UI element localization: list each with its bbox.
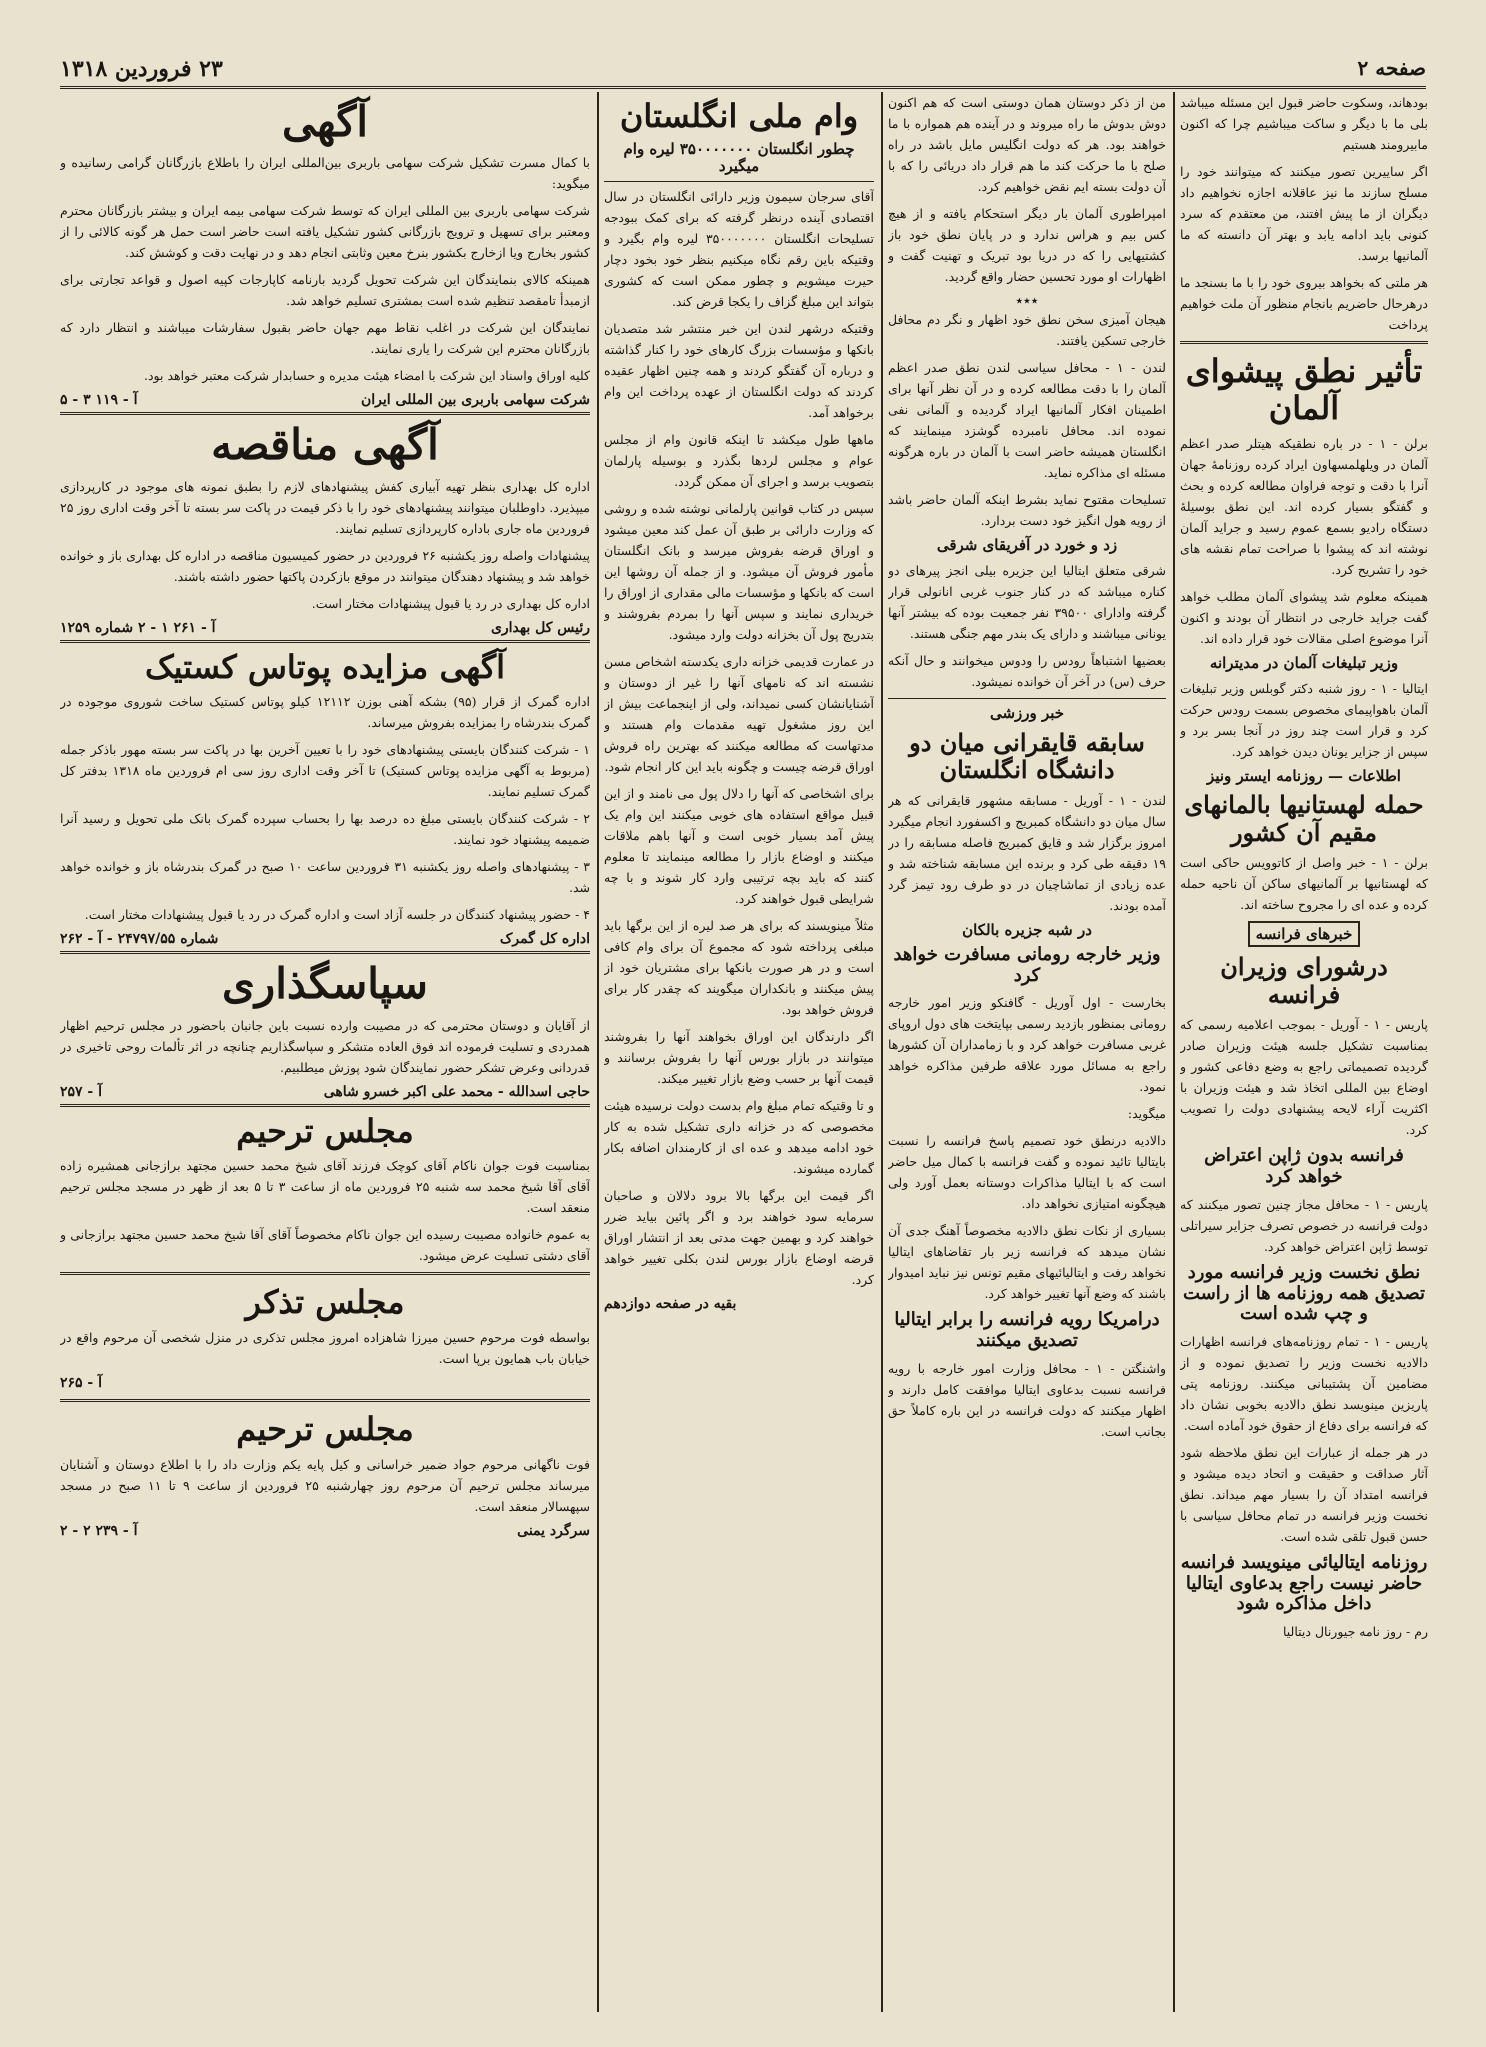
article-paragraph: همینکه معلوم شد پیشوای آلمان مطلب خواهد گفت جراید خارجی در انتظار آن بودند و اکنون آنرا موضوع اصلی مقالات خود قرار داده اند.: [1180, 588, 1428, 646]
article-paragraph: آقای سرجان سیمون وزیر دارائی انگلستان در سال اقتصادی آینده درنظر گرفته که برای کمک ببودجه تسلیحات انگلستان ۳۵۰۰۰۰۰۰۰ لیره وام بگیرد و وقتیکه باین رقم نگاه میکنیم بنظر خود بخود دچار حیرت میشویم و چطور ممکن است که کشوری بتواند این مبلغ گزاف را یکجا قرض کند.: [604, 189, 874, 310]
ad-signature: اداره کل گمرک: [499, 931, 590, 948]
ad-title: آگهی مزایده پوتاس کستیک: [144, 647, 505, 686]
article-paragraph: بسیاری از نکات نطق دالادیه مخصوصاً آهنگ جدی آن نشان میدهد که فرانسه زیر بار تقاضاهای ایتالیا نخواهد رفت و ایتالیائیهای مقیم تونس نیز نباید امیدوار باشند که وضع آنها تغییر خواهد کرد.: [888, 1223, 1166, 1302]
headline-hitler-speech: تأثیر نطق پیشوای آلمان: [1185, 352, 1423, 427]
article-paragraph: بخارست - اول آوریل - گافنکو وزیر امور خارجه رومانی بمنظور بازدید رسمی بپایتخت های دول اروپای غربی مسافرت خواهد کرد و با زمامداران آن کشورها راجع به مسائل مورد علاقه طرفین مذاکره خواهد نمود.: [888, 995, 1166, 1095]
divider: [60, 1399, 590, 1405]
article-paragraph: در هر جمله از عبارات این نطق ملاحظه شود آثار صداقت و حقیقت و اتحاد دیده میشود و فرانسه امتداد آن را بسیار مهم میداند. نطق نخست وزیر فرانسه در تمام محافل سیاسی با حسن قبول تلقی شده است.: [1180, 1444, 1428, 1544]
ad-footer: [60, 931, 590, 954]
ad-paragraph: ۲ - شرکت کنندگان بایستی مبلغ ده درصد بها را بحساب سپرده گمرک بانک ملی تحویل و رسید آنرا ضمیمه پیشنهاد خود نمایند.: [60, 811, 590, 848]
headline-french-cabinet: درشورای وزیران فرانسه: [1220, 952, 1388, 1009]
continued-note: بقیه در صفحه دوازدهم: [604, 1296, 737, 1313]
ad-paragraph: ۴ - حضور پیشنهاد کنندگان در جلسه آزاد است و اداره گمرک در رد یا قبول پیشنهادات مختار است.: [84, 907, 590, 923]
ad-paragraph: نمایندگان این شرکت در اغلب نقاط مهم جهان حاضر بقبول سفارشات میباشند و انتظار دارد که بازرگانان محترم این شرکت را یاری نمایند.: [60, 320, 590, 357]
column-rule: [597, 92, 599, 2012]
article-paragraph: در عمارت قدیمی خزانه داری یکدسته اشخاص مسن نشسته اند که نامهای آنها را غیر از دوستان و آشنایانشان کسی نمیداند، ولی از اینجماعت بیش از این روز مشغول تهیه مقدمات وام هستند و مدتهاست که مطالعه میکنند که بهترین راه فروش اوراق قرضه چیست و چگونه باید این کار انجام شود.: [604, 654, 874, 775]
ad-title: سپاسگذاری: [222, 959, 428, 1009]
ad-paragraph: اداره کل بهداری بنظر تهیه آبیاری کفش پیشنهادهای لازم را بطبق نمونه های موجود در کارپردازی میپذیرد. داوطلبان میتوانند پیشنهادهای خود را با ذکر قیمت در پاکت سر بسته تا آخر وقت اداری روز ۲۵ فروردین ماه جاری باداره کارپردازی تسلیم نمایند.: [60, 478, 590, 536]
article-paragraph: سپس در کتاب قوانین پارلمانی نوشته شده و روشی که وزارت دارائی بر طبق آن عمل کند معین میشود و اوراق قرضه بفروش میرسد و بانک انگلستان مأمور فروش آن میشود. و از جمله آن روشها این است که بانکها و مؤسسات مالی مقداری از اوراق را خریداری نمایند و سپس آنها را بمردم بفروشند و بتدریج پول آن بخزانه دولت وارد میشود.: [604, 501, 874, 643]
article-paragraph: پاریس - ۱ - آوریل - بموجب اعلامیه رسمی که بمناسبت تشکیل جلسه هیئت وزیران صادر گردیده تصمیماتی راجع به وضع دفاعی کشور و اوضاع بین المللی اتخاذ شد و هیئت وزیران با اکثریت آراء لایحه پیشنهادی دولت را تصویب کرد.: [1180, 1017, 1428, 1138]
ad-paragraph: با کمال مسرت تشکیل شرکت سهامی باربری بین‌المللی ایران را باطلاع بازرگانان گرامی رسانیده و میگوید:: [60, 155, 590, 192]
ad-signature: شرکت سهامی باربری بین المللی ایران: [360, 392, 590, 409]
ad-footer: [60, 1084, 590, 1107]
ad-paragraph: از آقایان و دوستان محترمی که در مصیبت وارده نسبت باین جانبان باحضور در مجلس ترحیم اظهار همدردی و تسلیت فرموده اند فوق العاده متشکر و سپاسگذاریم چنانچه در اثر تألمات روحی تاخیری در قدردانی وعرض تشکر حضور نمایندگان شود پوزش میطلبیم.: [60, 1017, 590, 1075]
article-paragraph: من از ذکر دوستان همان دوستی است که هم اکنون دوش بدوش ما راه میروند و در آینده هم همواره با ما خواهند بود. هر که دولت انگلیس مایل باشد در راه صلح با ما حرکت کند ما هم قرار داد دریائی را که با آن دولت بسته ایم نقض خواهیم کرد.: [888, 95, 1166, 194]
headline-national-loan: وام ملی انگلستان: [619, 97, 859, 135]
ad-paragraph: کلیه اوراق واسناد این شرکت با امضاء هیئت مدیره و حسابدار شرکت معتبر خواهد بود.: [144, 368, 590, 384]
article-paragraph: اگر ساییرین تصور میکنند که میتوانند خود را مسلح سازند ما نیز عاقلانه اجازه نخواهیم داد دیگران از ما پیش افتند، من معتقدم که سرد کنونی باید ادامه یابد و بهتر آن دانسته که ما آلمانیها برسد.: [1180, 164, 1428, 263]
ad-title: مجلس ترحیم: [236, 1410, 414, 1449]
headline-poland-attack: حمله لهستانیها بالمانهای مقیم آن کشور: [1184, 790, 1424, 847]
article-paragraph: تسلیحات مقتوح نماید بشرط اینکه آلمان حاضر باشد از رویه هول انگیز خود دست بردارد.: [888, 492, 1166, 528]
ad-footer: [60, 620, 590, 643]
headline-italian-press: روزنامه ایتالیائی مینویسد فرانسه حاضر نیست راجع بدعاوی ایتالیا داخل مذاکره شود: [1180, 1551, 1428, 1615]
ad-number: شماره ۲۴۷۹۷/۵۵ - آ - ۲۶۲: [60, 931, 219, 948]
divider: [1180, 341, 1428, 347]
ad-paragraph: ۱ - شرکت کنندگان بایستی پیشنهادهای خود را با تعیین آخرین بها در پاکت سر بسته مهور باذکر جمله (مربوط به آگهی مزایده پوتاس کستیک) تا آخر وقت اداری روز سی ام فروردین ماه ۱۳۱۸ بدفتر کل گمرک تسلیم نمایند.: [60, 742, 590, 800]
subheading-sport: خبر ورزشی: [989, 704, 1065, 723]
article-paragraph: برای اشخاصی که آنها را دلال پول می نامند و از این قبیل مواقع استفاده های خوبی میکنند این وام یک پیش آمد بسیار خوبی است و آنها باهم ملاقات میکنند و اوضاع بازار را مطالعه مینمایند تا معلوم کنند که باید بچه ترتیبی وارد کار شوند و با چه شرایطی قبول خواهند کرد.: [604, 786, 874, 907]
ad-paragraph: فوت ناگهانی مرحوم جواد ضمیر خراسانی و کیل پایه یکم وزارت داد را با اطلاع دوستان و آشنایان میرساند مجلس ترحیم آن مرحوم روز چهارشنبه ۲۵ فروردین از ساعت ۹ تا ۱۱ صبح در مسجد سپهسالار منعقد است.: [60, 1457, 590, 1515]
ad-title: آگهی: [281, 97, 369, 146]
ad-paragraph: به عموم خانواده مصیبت رسیده این جوان ناکام مخصوصاً آقای آقا شیخ محمد حسین مجتهد برازجانی و آقای دشتی تسلیت عرض میشود.: [60, 1227, 590, 1264]
subheading-loan: چطور انگلستان ۳۵۰۰۰۰۰۰۰ لیره وام میگیرد: [623, 139, 855, 176]
article-paragraph: ماهها طول میکشد تا اینکه قانون وام از مجلس عوام و مجلس لردها بگذرد و بوسیله پارلمان بتصویب برسد و اجرای آن ممکن گردد.: [604, 432, 874, 490]
ad-number: آ - ۲۳۹ ۲ - ۲: [60, 1523, 138, 1540]
column-national-loan: [604, 92, 874, 2012]
ad-title: آگهی مناقصه: [211, 420, 439, 470]
article-paragraph: دالادیه درنطق خود تصمیم پاسخ فرانسه را نسبت بایتالیا تائید نموده و گفت فرانسه با کمال میل حاضر است که با ایتالیا مذاکرات دوستانه بعمل آورد ولی هیچگونه امتیازی نخواهد داد.: [888, 1133, 1166, 1212]
ad-footer: [60, 392, 590, 415]
issue-date: ۲۳ فروردین ۱۳۱۸: [60, 56, 223, 82]
article-paragraph: اگر دارندگان این اوراق بخواهند آنها را بفروشند میتوانند در بازار بورس آنها را بفروش برسانند و قیمت آنها بر حسب وضع بازار تغییر میکند.: [604, 1029, 874, 1087]
headline-japan-protest: فرانسه بدون ژاپن اعتراض خواهد کرد: [1204, 1145, 1404, 1188]
column-news-world: [888, 92, 1166, 2012]
column-advertisements: [60, 92, 590, 2012]
article-paragraph: شرقی متعلق ایتالیا این جزیره بیلی انجز پیرهای دو کناره میباشد که در کنار جنوب غربی انانولی قرار گرفته وادارای ۳۹۵۰۰ نفر جمعیت بوده که بیشتر آنها یونانی میباشند و دارای یک بندر مهم جنگی هستند.: [888, 563, 1166, 642]
article-paragraph: واشنگتن - ۱ - محافل وزارت امور خارجه با رویه فرانسه نسبت بدعاوی ایتالیا موافقت کامل دارند و اظهار میکنند که دولت فرانسه در این باره کاملاً حق بجانب است.: [888, 1360, 1166, 1439]
article-paragraph: بودهاند، وسکوت حاضر قبول این مسئله میباشد بلی ما با دیگر و ساکت میباشیم چرا که اکنون مابیرومند هستیم: [1180, 95, 1428, 152]
ad-paragraph: شرکت سهامی باربری بین المللی ایران که توسط شرکت سهامی بیمه ایران و بیشتر بازرگانان محترم ومعتبر برای تسهیل و ترویج بازرگانی کشور تشکیل یافته است حاضر است حمل هر گونه کالائی را از کشور بخارج ویا ازخارج بکشور بنرخ معین وثابتی انجام دهد و در نهایت دقت و کوشش کند.: [60, 203, 590, 261]
headline-america-france: درامریکا رویه فرانسه را برابر ایتالیا تصدیق میکنند: [894, 1309, 1160, 1351]
subheading-balkans: در شبه جزیره بالکان: [962, 920, 1092, 939]
ad-paragraph: اداره کل بهداری در رد یا قبول پیشنهادات مختار است.: [311, 595, 590, 611]
article-paragraph: و تا وقتیکه تمام مبلغ وام بدست دولت نرسیده هیئت مخصوصی که در خزانه داری تشکیل شده به کار خود ادامه میدهد و عده ای از کارمندان اضافه بکار گمارده میشوند.: [604, 1098, 874, 1177]
column-news-germany-france: [1180, 92, 1428, 2012]
headline-boat-race: سابقه قایقرانی میان دو دانشگاه انگلستان: [909, 727, 1145, 785]
article-paragraph: اگر قیمت این برگها بالا برود دلالان و صاحبان سرمایه سود خواهند برد و اگر پائین بیاید ضرر خواهند کرد و بهمین جهت مدتی بعد از انتشار اوراق قرضه اوضاع بازار بورس لندن بکلی تغییر خواهد کرد.: [604, 1188, 874, 1288]
article-paragraph: وقتیکه درشهر لندن این خبر منتشر شد متصدیان بانکها و مؤسسات بزرگ کارهای خود را کنار گذاشته و درباره آن گفتگو کردند و همه چنین اظهار عقیده کردند که دولت انگلستان از عهده پرداخت این وام برخواهد آمد.: [604, 321, 874, 421]
page-number: صفحه ۲: [1357, 56, 1426, 80]
subheading-goebbels: وزیر تبلیغات آلمان در مدیترانه: [1209, 653, 1399, 672]
ad-paragraph: پیشنهادات واصله روز یکشنبه ۲۶ فروردین در حضور کمیسیون مناقصه در اداره کل بهداری باز و خوانده خواهد شد و پیشنهاد دهندگان میتوانند در موقع بازکردن پاکتها حضور داشته باشند.: [60, 547, 590, 584]
subheading-africa: زد و خورد در آفریقای شرقی: [936, 536, 1118, 554]
article-paragraph: امپراطوری آلمان بار دیگر استحکام یافته و از هیچ کس بیم و هراس ندارد و در پایان نطق خود باز کشتیهایی را که در دریا بود تبریک و تهنیت گفت و اظهارات او مورد تحسین حضار واقع گردید.: [888, 206, 1166, 284]
article-paragraph: رم - روز نامه جیورنال دیتالیا: [1282, 1623, 1428, 1639]
ad-footer: [60, 1523, 590, 1543]
article-paragraph: برلن - ۱ - در باره نطقیکه هیتلر صدر اعظم آلمان در ویلهلمسهاون ایراد کرده روزنامهٔ جهان آنرا با دقت و توجه فراوان مطالعه کرده و بحث و گفتگو بسیار کرده اند. این نطق بوسیلهٔ دستگاه رادیو بسمع عموم رسید و جراید آلمان نوشته اند که پیشوا با صراحت تمام نقشه های خود را تشریح کرد.: [1180, 435, 1428, 577]
article-paragraph: مثلاً مینویسند که برای هر صد لیره از این برگها باید مبلغی پرداخته شود که مجموع آن برای وام کافی است و در هر صورت بانکها برای مشتریان خود از پیش میکنند و بانکداران میگویند که چقدر کار برای فروش خواهد بود.: [604, 918, 874, 1018]
article-paragraph: ایتالیا - ۱ - روز شنبه دکتر گوبلس وزیر تبلیغات آلمان باهواپیمای مخصوص بسمت رودس حرکت کرد و قرار است چند روز در آنجا بسر برد و سپس از جزایر یونان دیدن خواهد کرد.: [1180, 680, 1428, 759]
ad-number: آ - ۲۶۵: [60, 1375, 103, 1392]
column-rule: [1173, 92, 1175, 2012]
subheading-source: اطلاعات — روزنامه ایستر ونیز: [1207, 766, 1401, 785]
ad-number: آ - ۲۵۷: [60, 1083, 103, 1100]
article-paragraph: پاریس - ۱ - تمام روزنامه‌های فرانسه اظهارات دالادیه نخست وزیر را تصدیق نموده و از مضامین آن پشتیبانی میکنند. روزنامه پتی پاریزین مینویسد نطق دالادیه بخوبی نشان داد که فرانسه برای دفاع از حقوق خود آماده است.: [1180, 1333, 1428, 1433]
headline-daladier-speech: نطق نخست وزیر فرانسه مورد تصدیق همه روزنامه ها از راست و چپ شده است: [1183, 1261, 1425, 1325]
ad-signature: سرگرد یمنی: [517, 1523, 590, 1540]
article-paragraph: میگوید:: [1127, 1106, 1166, 1122]
ad-signature: حاجی اسدالله - محمد علی اکبر خسرو شاهی: [323, 1083, 590, 1100]
separator-stars: ٭٭٭: [1015, 293, 1039, 309]
ad-paragraph: اداره گمرک از قرار (۹۵) بشکه آهنی بوزن ۱۲۱۱۲ کیلو پوتاس کستیک ساخت شوروی موجوده در گمرک بندرشاه را بمزایده بفروش میرساند.: [60, 694, 590, 731]
article-paragraph: پاریس - ۱ - محافل مجاز چنین تصور میکنند که دولت فرانسه در خصوص تصرف جزایر سیراتلی توسط ژاپن اعتراض خواهد کرد.: [1180, 1196, 1428, 1254]
ad-paragraph: بمناسبت فوت جوان ناکام آقای کوچک فرزند آقای شیخ محمد حسین مجتهد برازجانی همشیره زاده آقای آقا شیخ محمد سه شنبه ۲۵ فروردین ماه از ساعت ۳ تا ۵ بعد از ظهر در مسجد مجلس ترحیم منعقد است.: [60, 1158, 590, 1216]
ad-number: آ - ۱۱۹ ۳ - ۵: [60, 392, 138, 409]
ad-paragraph: بواسطه فوت مرحوم حسین میرزا شاهزاده امروز مجلس تذکری در منزل شخصی آن مرحوم واقع در خیابان باب همایون برپا است.: [60, 1330, 590, 1367]
article-paragraph: هیجان آمیزی سخن نطق خود اظهار و نگر دم محافل خارجی تسکین یافتند.: [888, 312, 1166, 348]
divider: [60, 1272, 590, 1278]
ad-paragraph: همینکه کالای بنمایندگان این شرکت تحویل گردید بارنامه کاپارجات کپیه اصول و قواعد تجارتی برای ازمبدأ تامقصد تنظیم شده است بمشتری تسلیم خواهد شد.: [60, 272, 590, 309]
ad-title: مجلس تذکر: [245, 1283, 405, 1322]
headline-romania-minister: وزیر خارجه رومانی مسافرت خواهد کرد: [893, 943, 1161, 986]
page-header: [60, 52, 1426, 89]
article-paragraph: برلن - ۱ - خبر واصل از کاتوویس حاکی است که لهستانیها بر آلمانیهای ساکن آن ناحیه حمله کرده و عده ای را مجروح ساخته اند.: [1180, 855, 1428, 913]
article-paragraph: لندن - ۱ - محافل سیاسی لندن نطق صدر اعظم آلمان را با دقت مطالعه کرده و در آن نظر آنها برای اطمینان افکار آلمانیها ایراد گردیده و آلمانی نفی نموده اند. محافل نامبرده گوشزد مینمایند که انگلستان همیشه حاضر است با آلمان در باره هرگونه مسئله ای مذاکره نماید.: [888, 360, 1166, 480]
article-paragraph: هر ملتی که بخواهد بیروی خود را با ما بسنجد ما درهرحال حاضریم بانجام منظور آن ملت خواهیم پرداخت: [1180, 275, 1428, 332]
ad-title: مجلس ترحیم: [236, 1111, 414, 1150]
ad-paragraph: ۳ - پیشنهادهای واصله روز یکشنبه ۳۱ فروردین ساعت ۱۰ صبح در گمرک بندرشاه باز و خوانده خواهد شد.: [60, 859, 590, 896]
ad-signature: رئیس کل بهداری: [490, 619, 590, 636]
article-paragraph: لندن - ۱ - آوریل - مسابقه مشهور قایقرانی که هر سال میان دو دانشگاه کمبریج و اکسفورد انجام میگیرد امروز برگزار شد و قایق کمبریج فاصله مسابقه را در ۱۹ دقیقه طی کرد و برنده این مسابقه شناخته شد و عده زیادی از تماشاچیان در دو طرف رود تیمز گرد آمده بودند.: [888, 792, 1166, 913]
column-rule: [881, 92, 883, 2012]
article-paragraph: بعضیها اشتباهاً رودس را ودوس میخوانند و حال آنکه حرف (س) در آخر آن خوانده نمیشود.: [888, 653, 1166, 690]
section-label-france: خبرهای فرانسه: [1248, 921, 1361, 947]
ad-number: آ - ۲۶۱ ۱ - ۲ شماره ۱۲۵۹: [60, 619, 216, 636]
